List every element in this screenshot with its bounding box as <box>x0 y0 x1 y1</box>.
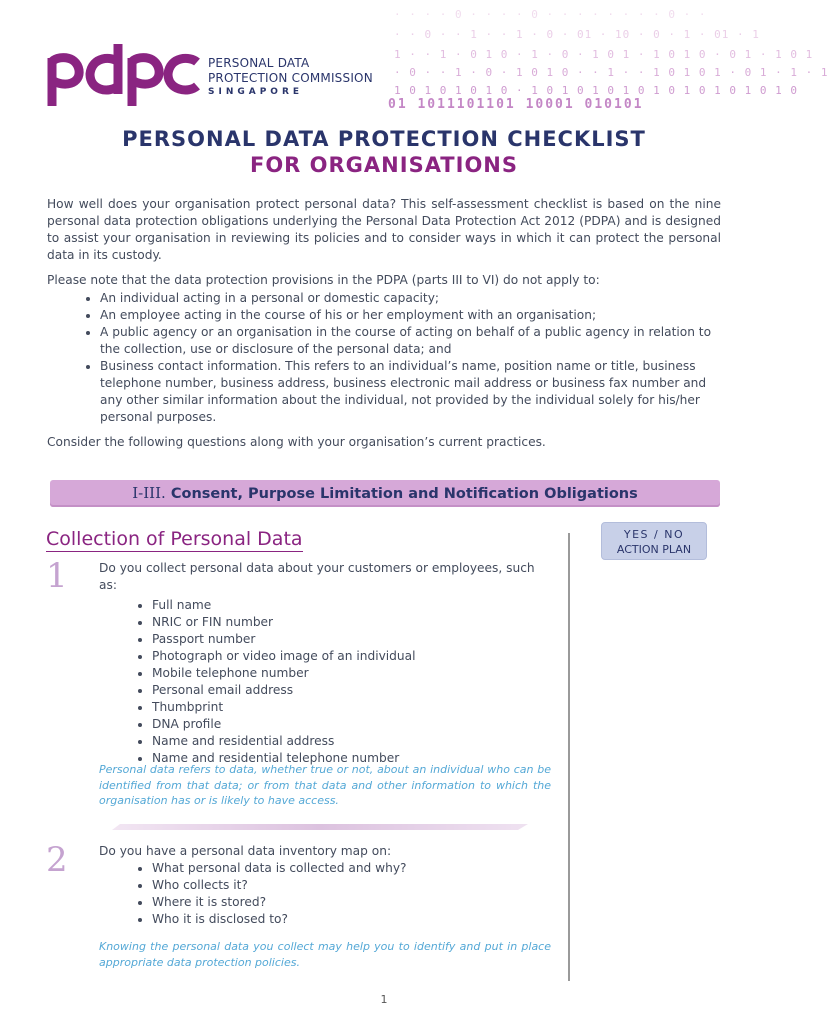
yes-no-label: YES / NO <box>623 528 685 541</box>
binary-row: 1 · · 1 · 0 1 0 · 1 · 0 · 1 0 1 · 1 0 1 0 · 0 1 · 1 0 1 <box>394 48 814 61</box>
pdpc-logo <box>46 42 202 114</box>
intro-section <box>47 196 721 459</box>
list-item: • Where it is stored? <box>152 894 551 911</box>
list-item: • Name and residential telephone number <box>152 750 551 767</box>
list-item: • DNA profile <box>152 716 551 733</box>
binary-row: 1 0 1 0 1 0 1 0 · 1 0 1 0 1 0 1 0 1 0 1 0 1 0 1 0 1 0 <box>394 84 798 97</box>
question-text: Do you collect personal data about your customers or employees, such as: <box>99 561 535 592</box>
banner-numeral: I-III. <box>132 484 166 502</box>
question-number: 1 <box>46 556 68 596</box>
page-title-line2: FOR ORGANISATIONS <box>249 153 518 177</box>
intro-paragraph-3: Consider the following questions along with your organisation’s current practices. <box>47 435 546 449</box>
question-number: 2 <box>46 840 68 880</box>
pdpc-logo-icon <box>46 42 202 110</box>
binary-row: · · · · 0 · · · · 0 · · · · · · · · 0 · · <box>394 8 707 21</box>
binary-pattern-decoration <box>386 0 829 118</box>
intro-paragraph-2: Please note that the data protection provisions in the PDPA (parts III to VI) do not apply to: <box>47 273 600 287</box>
action-plan-label: ACTION PLAN <box>616 543 692 556</box>
binary-row: 01 1011101101 10001 010101 <box>388 97 644 112</box>
banner-text: Consent, Purpose Limitation and Notification Obligations <box>170 486 638 502</box>
section-title <box>46 528 303 550</box>
org-name-line1: PERSONAL DATA <box>208 56 310 70</box>
list-item: • Personal email address <box>152 682 551 699</box>
answer-column-divider <box>568 533 570 981</box>
list-item: • Full name <box>152 597 551 614</box>
answer-header-box <box>601 522 707 560</box>
org-name-line3: SINGAPORE <box>208 87 304 97</box>
question-1 <box>99 560 551 767</box>
question-note: Knowing the personal data you collect may help you to identify and put in place appropriate data protection policies. <box>99 940 551 969</box>
obligations-banner <box>50 480 720 507</box>
question-items <box>99 597 551 767</box>
section-title-text: Collection of Personal Data <box>46 528 303 550</box>
section-title-underline <box>46 551 303 553</box>
org-name-line2: PROTECTION COMMISSION <box>208 71 373 85</box>
question-2 <box>99 843 551 928</box>
list-item: • Mobile telephone number <box>152 665 551 682</box>
binary-row: · · 0 · · 1 · · 1 · 0 · 01 · 10 · 0 · 1 · 01 · 1 <box>394 28 760 41</box>
intro-paragraph-1: How well does your organisation protect personal data? This self-assessment checklist is based on the nine personal data protection obligations underlying the Personal Data Protection Act 2012 (PDPA) and is designed to assist your organisation in reviewing its policies and to consider ways in which it can protect the personal data in its custody. <box>47 197 721 262</box>
question-items <box>99 860 551 928</box>
list-item: • Who it is disclosed to? <box>152 911 551 928</box>
question-note: Personal data refers to data, whether true or not, about an individual who can be identified from that data; or from that data and other information to which the organisation has or is likely to have access. <box>99 763 551 807</box>
list-item: • Photograph or video image of an individual <box>152 648 551 665</box>
list-item: • Business contact information. This refers to an individual’s name, position name or title, business telephone number, business address, business electronic mail address or business fax number and any other similar information about the individual, not provided by the individual solely for his/her personal purposes. <box>100 358 721 426</box>
page-title-line1: PERSONAL DATA PROTECTION CHECKLIST <box>122 127 646 151</box>
section-divider <box>112 824 528 830</box>
list-item: • What personal data is collected and why? <box>152 860 551 877</box>
list-item: • An employee acting in the course of his or her employment with an organisation; <box>100 307 721 324</box>
list-item: • NRIC or FIN number <box>152 614 551 631</box>
list-item: • A public agency or an organisation in the course of acting on behalf of a public agency in relation to the collection, use or disclosure of the personal data; and <box>100 324 721 358</box>
question-text: Do you have a personal data inventory map on: <box>99 844 392 858</box>
list-item: • An individual acting in a personal or domestic capacity; <box>100 290 721 307</box>
org-name <box>208 56 373 99</box>
exclusions-list <box>47 290 721 426</box>
binary-row: · 0 · · 1 · 0 · 1 0 1 0 · · 1 · · 1 0 1 0 1 · 0 1 · 1 · 1 <box>394 66 829 79</box>
list-item: • Passport number <box>152 631 551 648</box>
list-item: • Name and residential address <box>152 733 551 750</box>
list-item: • Thumbprint <box>152 699 551 716</box>
list-item: • Who collects it? <box>152 877 551 894</box>
page-number: 1 <box>380 993 388 1006</box>
